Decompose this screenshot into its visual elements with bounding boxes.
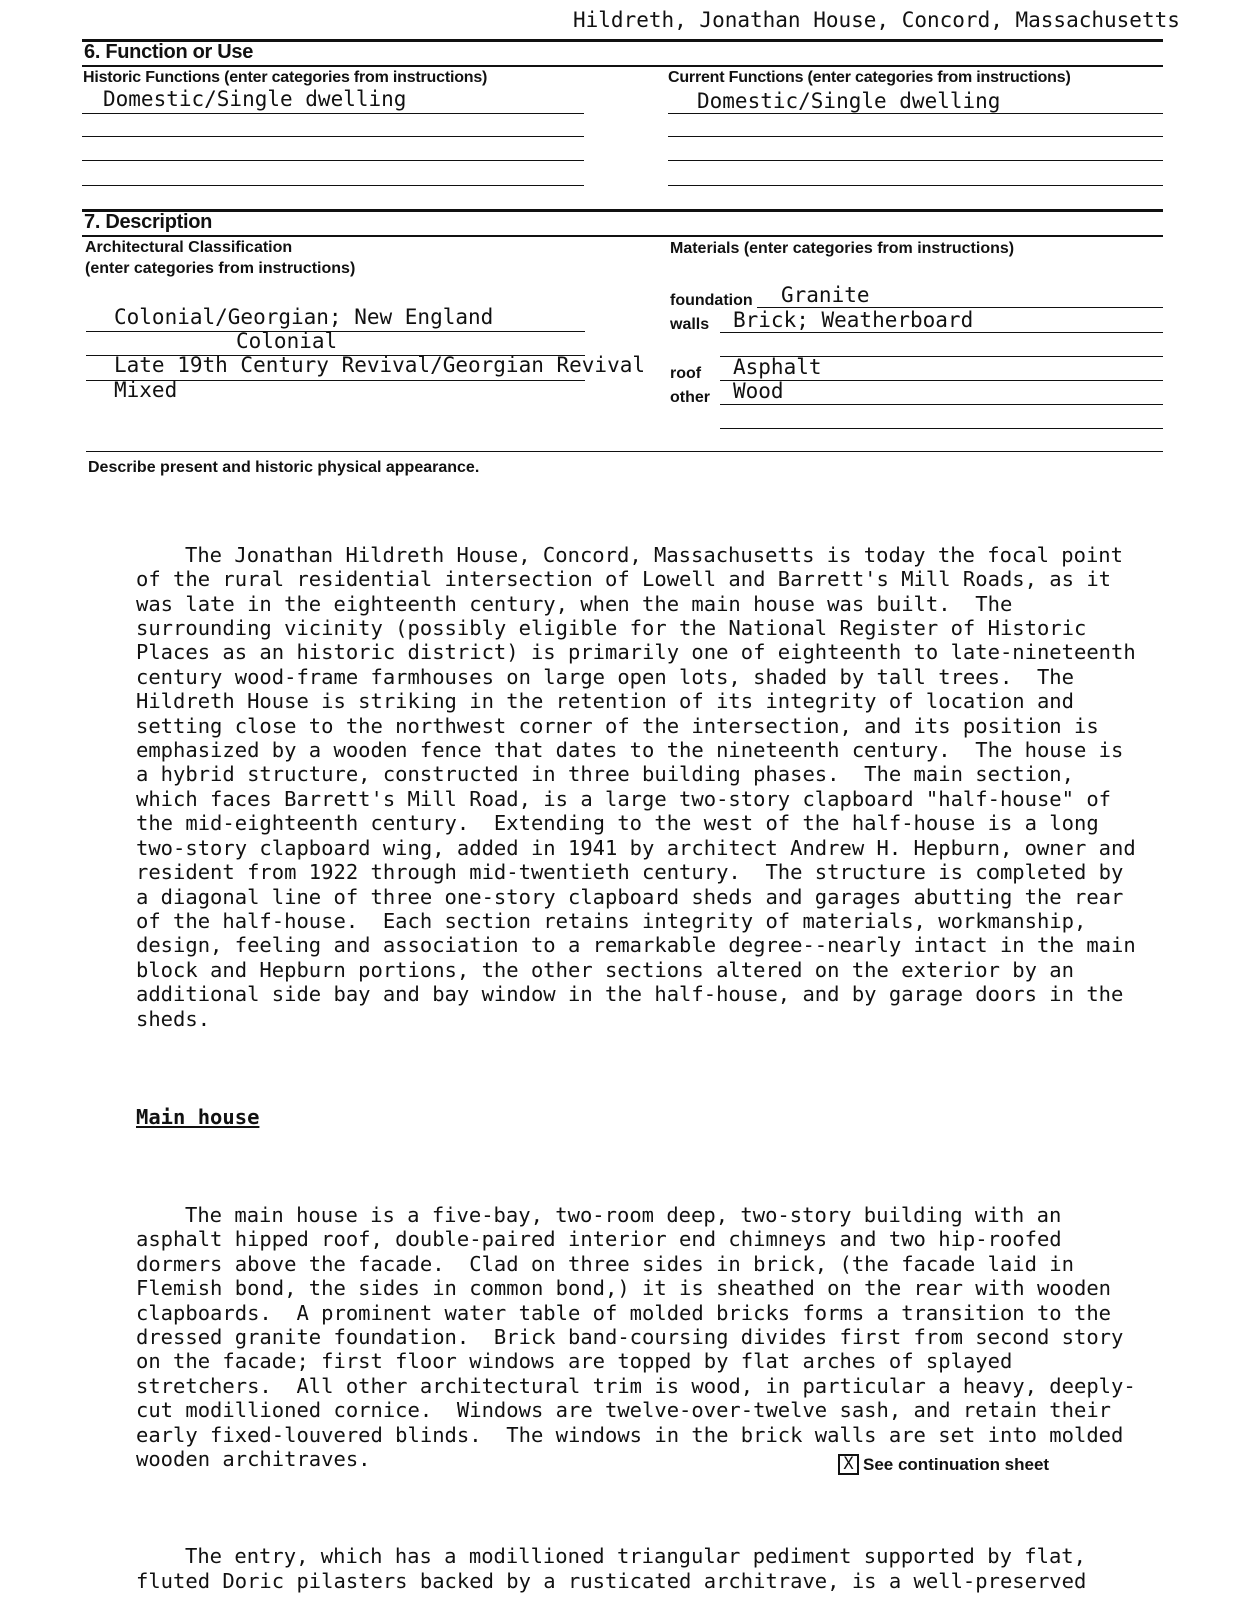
description-paragraph-3: The entry, which has a modillioned triangular pediment supported by flat, fluted Doric pilasters backed by a rusticated architrave, is a well-preserved	[136, 1544, 1099, 1593]
walls-value: Brick; Weatherboard	[733, 308, 974, 332]
current-functions-label: Current Functions (enter categories from instructions)	[668, 69, 1071, 86]
section6-title-rule	[82, 65, 1163, 67]
section6-title: 6. Function or Use	[84, 41, 254, 63]
historic-line-1	[82, 113, 584, 114]
walls-line	[720, 332, 1163, 333]
arch-value-2: Colonial	[236, 329, 338, 353]
foundation-label: foundation	[670, 292, 753, 309]
other-line	[720, 404, 1163, 405]
other-line-2	[720, 428, 1163, 429]
arch-classification-label: Architectural Classification	[85, 239, 293, 256]
roof-value: Asphalt	[733, 355, 822, 379]
describe-label: Describe present and historic physical appearance.	[88, 459, 480, 476]
arch-value-4: Mixed	[114, 378, 178, 402]
other-value: Wood	[733, 379, 784, 403]
continuation-checkbox[interactable]: X	[838, 1454, 859, 1475]
continuation-sheet[interactable]	[838, 1454, 1049, 1475]
description-paragraph-1: The Jonathan Hildreth House, Concord, Massachusetts is today the focal point of the rural residential intersection of Lowell and Barrett's Mill Roads, as it was late in the eighteenth century, when the main house was built. The surrounding vicinity (possibly eligible for the National Register of Historic Places as an historic district) is primarily one of eighteenth to late-nineteenth century wood-frame farmhouses on large open lots, shaded by tall trees. The Hildreth House is striking in the retention of its integrity of location and setting close to the northwest corner of the intersection, and its position is emphasized by a wooden fence that dates to the nineteenth century. The house is a hybrid structure, constructed in three building phases. The main section, which faces Barrett's Mill Road, is a large two-story clapboard "half-house" of the mid-eighteenth century. Extending to the west of the half-house is a long two-story clapboard wing, added in 1941 by architect Andrew H. Hepburn, owner and resident from 1922 through mid-twentieth century. The structure is completed by a diagonal line of three one-story clapboard sheds and garages abutting the rear of the half-house. Each section retains integrity of materials, workmanship, design, feeling and association to a remarkable degree--nearly intact in the main block and Hepburn portions, the other sections altered on the exterior by an additional side bay and bay window in the half-house, and by garage doors in the sheds.	[136, 542, 1149, 1031]
current-line-1	[668, 113, 1163, 114]
materials-label: Materials (enter categories from instructions)	[670, 240, 1015, 257]
historic-line-2	[82, 136, 584, 137]
historic-line-3	[82, 160, 584, 161]
description-body	[136, 494, 1149, 1617]
current-line-4	[668, 185, 1163, 186]
current-line-2	[668, 136, 1163, 137]
historic-functions-label: Historic Functions (enter categories from instructions)	[83, 69, 488, 86]
section7-title: 7. Description	[84, 211, 213, 233]
description-paragraph-2: The main house is a five-bay, two-room deep, two-story building with an asphalt hipped roof, double-paired interior end chimneys and two hip-roofed dormers above the facade. Clad on three sides in brick, (the facade laid in Flemish bond, the sides in common bond,) it is sheathed on the rear with wooden clapboards. A prominent water table of molded bricks forms a transition to the dressed granite foundation. Brick band-coursing divides first from second story on the facade; first floor windows are topped by flat arches of splayed stretchers. All other architectural trim is wood, in particular a heavy, deeply-cut modillioned cornice. Windows are twelve-over-twelve sash, and retain their early fixed-louvered blinds. The windows in the brick walls are set into molded wooden architraves.	[136, 1202, 1136, 1472]
walls-label: walls	[670, 316, 710, 333]
historic-line-4	[82, 185, 584, 186]
roof-line	[720, 380, 1163, 381]
current-functions-value: Domestic/Single dwelling	[697, 89, 1001, 113]
describe-rule	[86, 451, 1163, 452]
arch-value-3: Late 19th Century Revival/Georgian Revival	[114, 353, 646, 377]
arch-value-1: Colonial/Georgian; New England	[114, 305, 494, 329]
roof-label: roof	[670, 365, 702, 382]
main-house-subheading: Main house	[136, 1104, 260, 1129]
section7-top-rule	[82, 209, 1163, 212]
header-title: Hildreth, Jonathan House, Concord, Massachusetts	[573, 8, 1180, 32]
other-label: other	[670, 389, 710, 406]
continuation-label: See continuation sheet	[863, 1454, 1050, 1474]
arch-classification-sublabel: (enter categories from instructions)	[85, 260, 356, 277]
section7-title-rule	[82, 235, 1163, 237]
historic-functions-value: Domestic/Single dwelling	[103, 87, 407, 111]
foundation-value: Granite	[781, 283, 870, 307]
current-line-3	[668, 160, 1163, 161]
